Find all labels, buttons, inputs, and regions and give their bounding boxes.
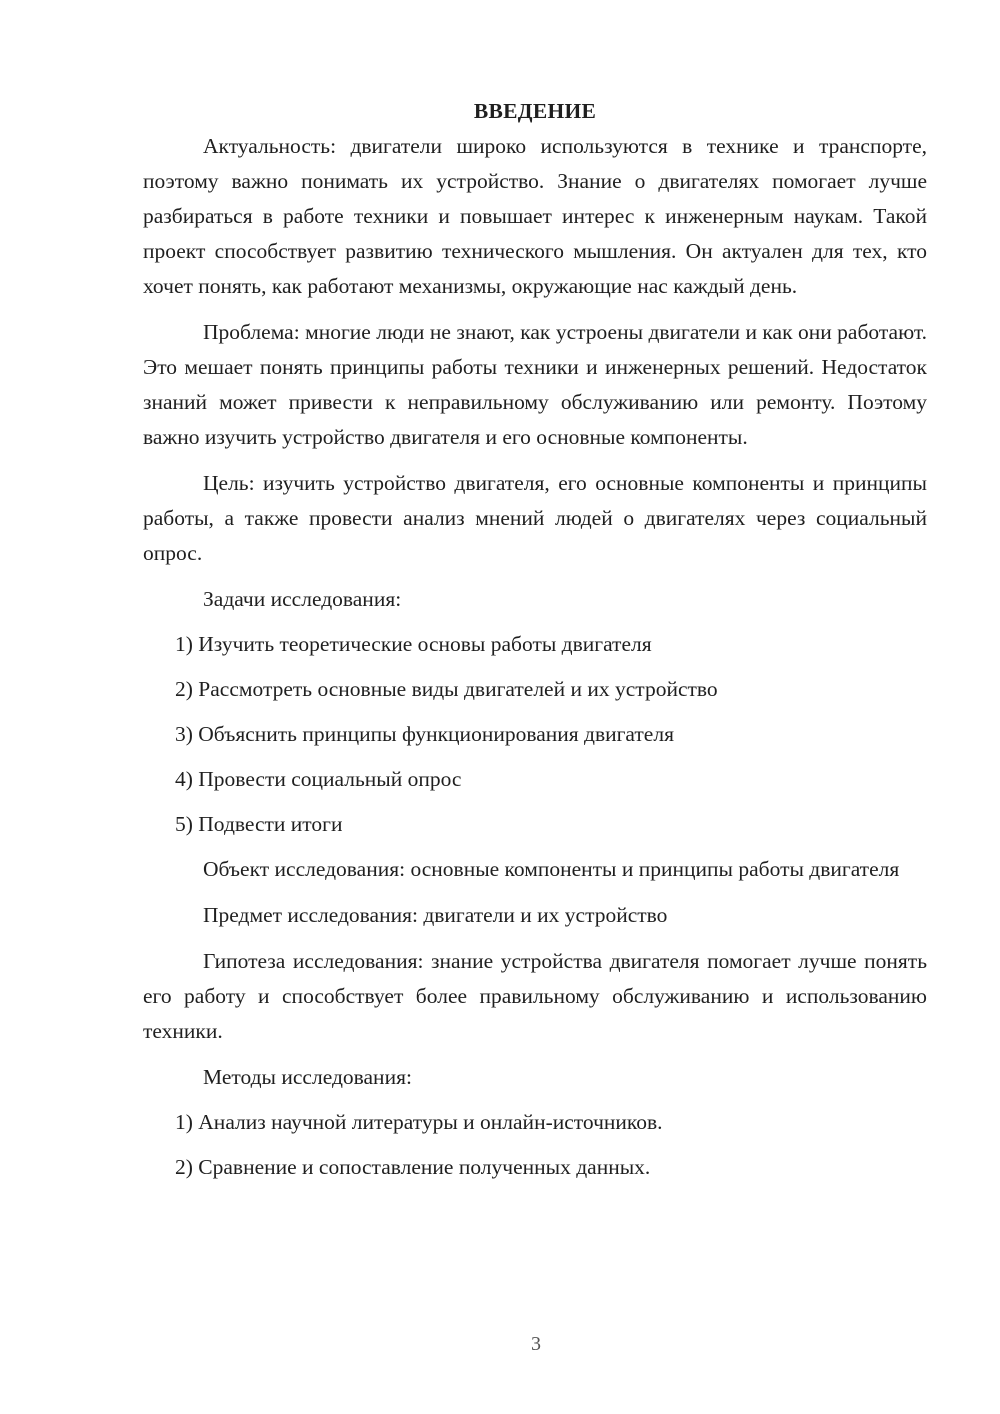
task-item: 2) Рассмотреть основные виды двигателей и их устройство: [175, 677, 718, 701]
goal-paragraph: Цель: изучить устройство двигателя, его основные компоненты и принципы работы, а также провести анализ мнений людей о двигателях через социальный опрос.: [143, 471, 927, 565]
subject-paragraph: Предмет исследования: двигатели и их устройство: [203, 903, 668, 927]
task-item: 1) Изучить теоретические основы работы двигателя: [175, 632, 652, 656]
method-item: 1) Анализ научной литературы и онлайн-источников.: [175, 1110, 663, 1134]
task-item: 5) Подвести итоги: [175, 812, 343, 836]
page-number: 3: [531, 1333, 541, 1355]
hypothesis-paragraph: Гипотеза исследования: знание устройства двигателя помогает лучше понять его работу и способствует более правильному обслуживанию и использованию техники.: [143, 949, 927, 1043]
problem-paragraph: Проблема: многие люди не знают, как устроены двигатели и как они работают. Это мешает понять принципы работы техники и инженерных решений. Недостаток знаний может привести к неправильному обслуживанию или ремонту. Поэтому важно изучить устройство двигателя и его основные компоненты.: [143, 320, 927, 449]
method-item: 2) Сравнение и сопоставление полученных данных.: [175, 1155, 651, 1179]
object-paragraph: Объект исследования: основные компоненты и принципы работы двигателя: [203, 857, 900, 881]
task-item: 3) Объяснить принципы функционирования двигателя: [175, 722, 674, 746]
methods-heading: Методы исследования:: [203, 1065, 412, 1089]
relevance-paragraph: Актуальность: двигатели широко используются в технике и транспорте, поэтому важно понимать их устройство. Знание о двигателях помогает лучше разбираться в работе техники и повышает интерес к инженерным наукам. Такой проект способствует развитию технического мышления. Он актуален для тех, кто хочет понять, как работают механизмы, окружающие нас каждый день.: [143, 134, 927, 298]
section-title: ВВЕДЕНИЕ: [473, 99, 597, 123]
task-item: 4) Провести социальный опрос: [175, 767, 462, 791]
document-page: [143, 94, 927, 1195]
tasks-heading: Задачи исследования:: [203, 587, 402, 611]
